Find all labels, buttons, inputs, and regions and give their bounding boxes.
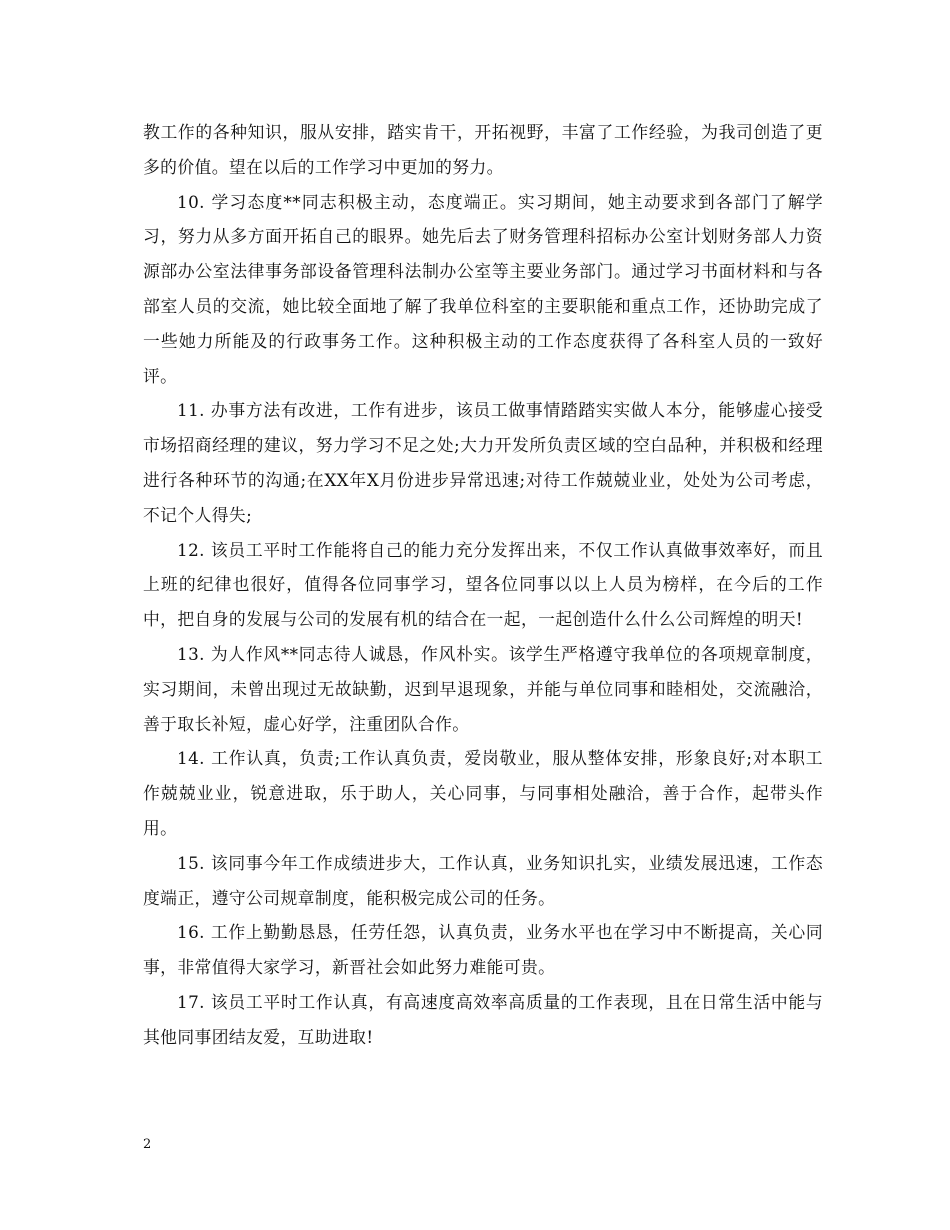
paragraph-item-10: 10. 学习态度**同志积极主动，态度端正。实习期间，她主动要求到各部门了解学习，努力从多方面开拓自己的眼界。她先后去了财务管理科招标办公室计划财务部人力资源部办公室法律事务部设备管理科法制办公室等主要业务部门。通过学习书面材料和与各部室人员的交流，她比较全面地了解了我单位科室的主要职能和重点工作，还协助完成了一些她力所能及的行政事务工作。这种积极主动的工作态度获得了各科室人员的一致好评。 — [143, 191, 823, 386]
page-number: 2 — [143, 1137, 152, 1152]
paragraph-item-17: 17. 该员工平时工作认真，有高速度高效率高质量的工作表现，且在日常生活中能与其他同事团结友爱，互助进取! — [143, 991, 823, 1047]
paragraph-item-14: 14. 工作认真，负责;工作认真负责，爱岗敬业，服从整体安排，形象良好;对本职工作兢兢业业，锐意进取，乐于助人，关心同事，与同事相处融洽，善于合作，起带头作用。 — [143, 748, 823, 838]
paragraph-item-16: 16. 工作上勤勤恳恳，任劳任怨，认真负责，业务水平也在学习中不断提高，关心同事，非常值得大家学习，新晋社会如此努力难能可贵。 — [143, 922, 823, 978]
paragraph-continuation: 教工作的各种知识，服从安排，踏实肯干，开拓视野，丰富了工作经验，为我司创造了更多的价值。望在以后的工作学习中更加的努力。 — [143, 122, 823, 177]
paragraph-item-13: 13. 为人作风**同志待人诚恳，作风朴实。该学生严格遵守我单位的各项规章制度，实习期间，未曾出现过无故缺勤，迟到早退现象，并能与单位同事和睦相处，交流融洽，善于取长补短，虚心好学，注重团队合作。 — [143, 643, 823, 734]
document-body — [143, 115, 823, 1055]
paragraph-item-11: 11. 办事方法有改进，工作有进步，该员工做事情踏踏实实做人本分，能够虚心接受市场招商经理的建议，努力学习不足之处;大力开发所负责区域的空白品种，并积极和经理进行各种环节的沟通;在XX年X月份进步异常迅速;对待工作兢兢业业，处处为公司考虑，不记个人得失; — [143, 400, 823, 525]
paragraph-item-15: 15. 该同事今年工作成绩进步大，工作认真，业务知识扎实，业绩发展迅速，工作态度端正，遵守公司规章制度，能积极完成公司的任务。 — [143, 852, 823, 908]
paragraph-item-12: 12. 该员工平时工作能将自己的能力充分发挥出来，不仅工作认真做事效率好，而且上班的纪律也很好，值得各位同事学习，望各位同事以以上人员为榜样，在今后的工作中，把自身的发展与公司的发展有机的结合在一起，一起创造什么什么公司辉煌的明天! — [143, 539, 823, 630]
